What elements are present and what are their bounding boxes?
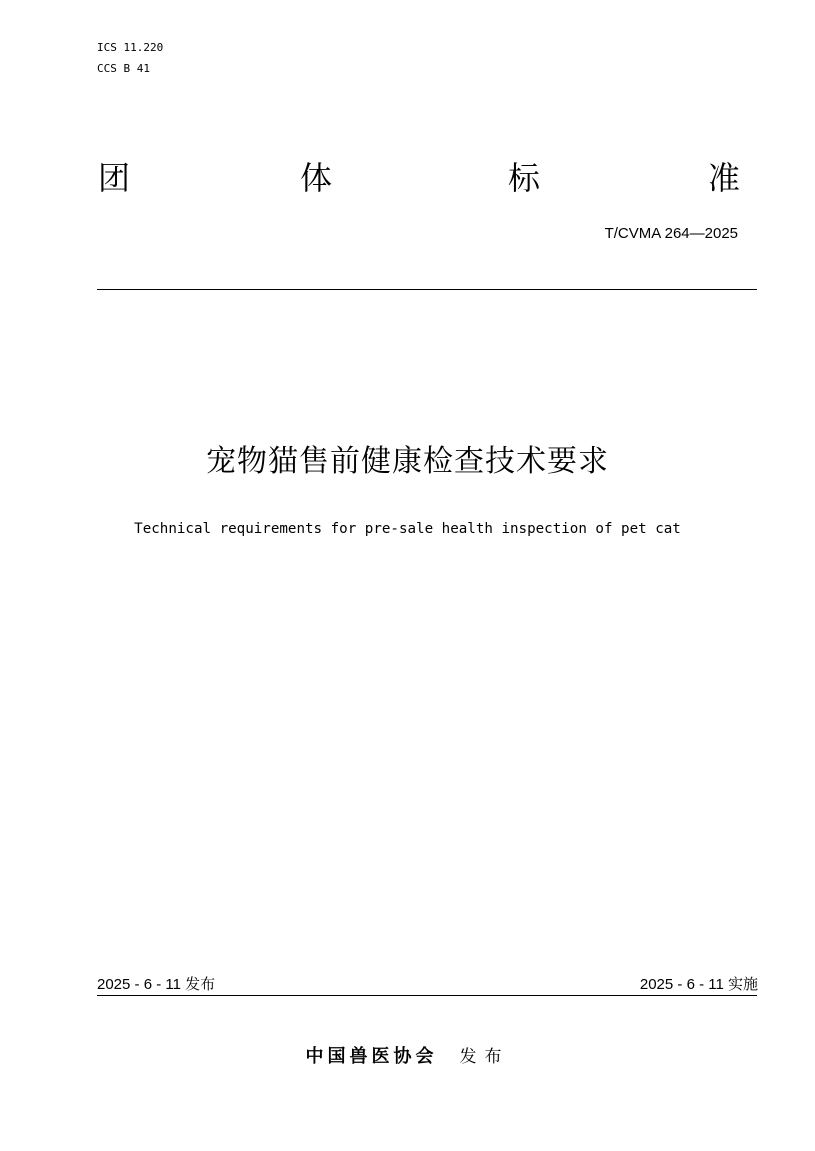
footer-divider — [97, 995, 757, 996]
title-english: Technical requirements for pre-sale health inspection of pet cat — [134, 521, 681, 537]
standard-type-char-3: 标 — [508, 159, 541, 197]
publish-date: 2025 - 6 - 11 发布 — [97, 976, 216, 993]
implementation-date: 2025 - 6 - 11 实施 — [639, 976, 758, 993]
standard-type-char-1: 团 — [98, 159, 131, 197]
header-divider — [97, 289, 757, 290]
standard-type-char-2: 体 — [300, 159, 333, 197]
title-chinese: 宠物猫售前健康检查技术要求 — [206, 444, 609, 479]
ccs-code: CCS B 41 — [97, 62, 150, 75]
issuer-organization: 中国兽医协会 — [305, 1046, 438, 1067]
issuer-line — [0, 1045, 815, 1069]
ics-code: ICS 11.220 — [97, 41, 164, 54]
standard-number: T/CVMA 264—2025 — [604, 225, 738, 242]
issuer-action: 发布 — [459, 1047, 510, 1067]
standard-type-char-4: 准 — [708, 159, 741, 197]
